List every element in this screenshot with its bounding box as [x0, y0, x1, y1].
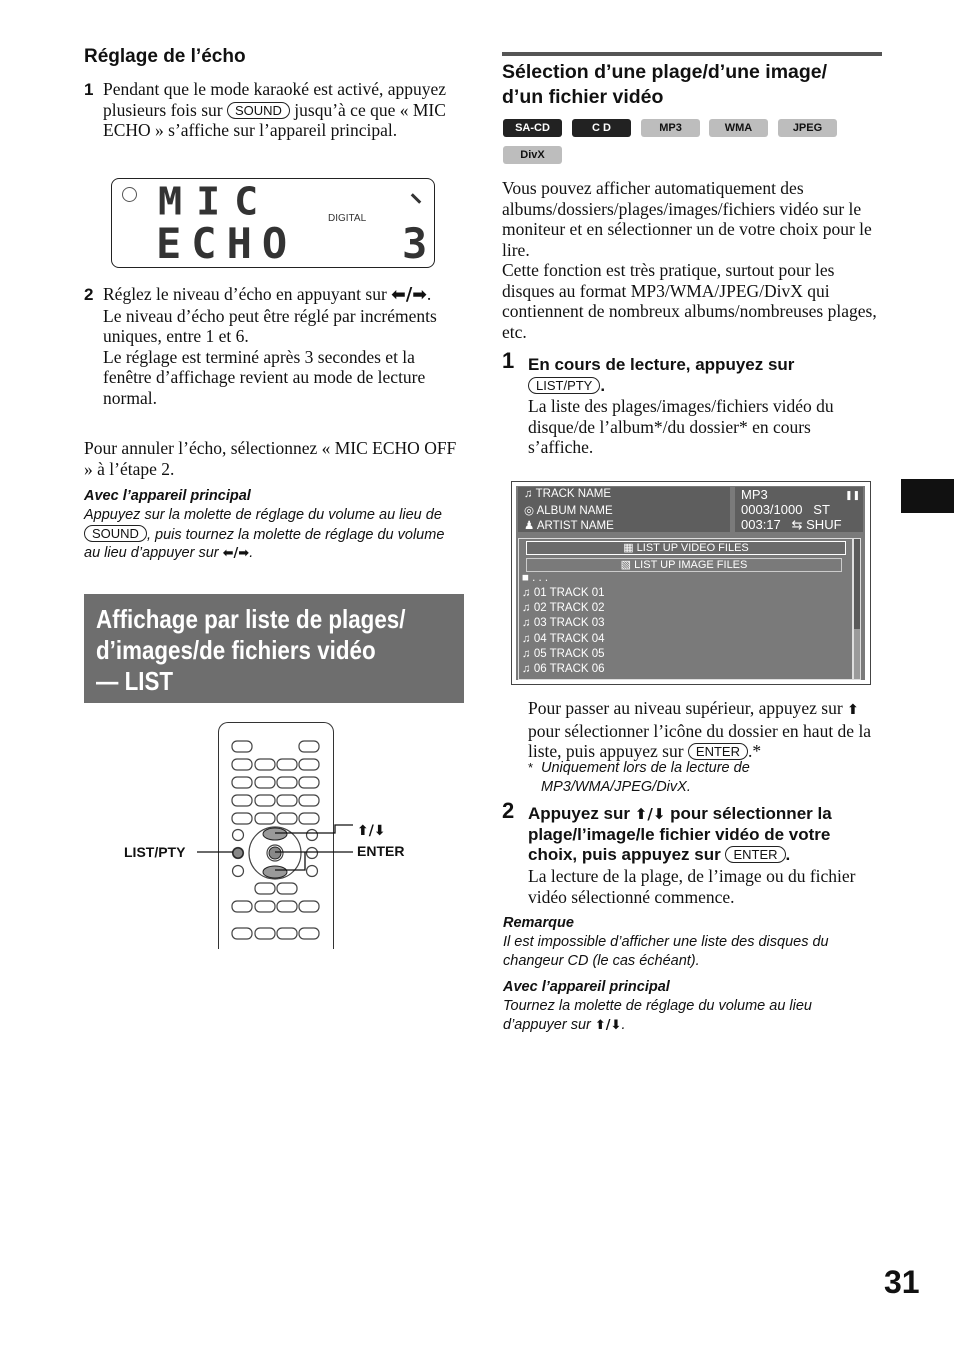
artist-icon: ♟ [524, 520, 537, 532]
list-step2-title: Appuyez sur ⬆/⬇ pour sélectionner la plage/l’image/le fichier vidéo de votre choix, puis appuyez sur ENTER . [528, 804, 832, 864]
step-number: 2 [502, 798, 515, 823]
play-time: 003:17 ⇆ SHUF [741, 517, 842, 532]
music-note-icon: ♫ [522, 633, 534, 645]
up-down-arrow-icon: ⬆/⬇ [634, 805, 666, 823]
format-badge-jpeg: JPEG [778, 119, 837, 137]
list-item[interactable]: ♫ 04 TRACK 04 [522, 633, 605, 645]
note-text: Appuyez sur la molette de réglage du volume au lieu de SOUND , puis tournez la molette de réglage du volume au lieu d’appuyer sur ⬅/➡. [84, 506, 464, 564]
lcd-value: 3 [402, 219, 428, 268]
digital-logo: DIGITAL [328, 213, 367, 224]
left-right-arrow-icon: ⬅/➡ [391, 285, 427, 305]
sound-button-label: SOUND [227, 102, 290, 119]
up-down-arrow-icon: ⬆/⬇ [357, 823, 386, 839]
enter-button-label: ENTER [725, 846, 785, 863]
remote-listpty-label: LIST/PTY [124, 844, 186, 860]
track-info-panel [518, 487, 730, 532]
pause-icon: ❚❚ [845, 491, 861, 501]
music-note-icon: ♫ [522, 617, 534, 629]
remote-enter-label: ENTER [357, 843, 405, 859]
list-item[interactable]: ♫ 02 TRACK 02 [522, 602, 605, 614]
remarque-title: Remarque [503, 915, 574, 931]
step-number: 1 [502, 348, 515, 373]
listpty-button-label: LIST/PTY [528, 377, 600, 394]
up-arrow-icon: ⬆ [847, 702, 859, 718]
music-note-icon: ♫ [522, 663, 534, 675]
folder-up-item[interactable]: ■ . . . [522, 572, 549, 584]
album-name: ◎ ALBUM NAME [524, 505, 613, 517]
step-number: 2 [84, 285, 94, 304]
footnote-text: Uniquement lors de la lecture de MP3/WMA/JPEG/DivX. [541, 760, 750, 795]
file-list [518, 538, 853, 680]
music-note-icon: ♫ [522, 602, 534, 614]
enter-button-label: ENTER [688, 743, 748, 760]
heading-rule [502, 52, 882, 56]
list-step2-body: La lecture de la plage, de l’image ou du fichier vidéo sélectionné commence. [528, 866, 856, 907]
note2-title: Avec l’appareil principal [503, 979, 670, 995]
list-item[interactable]: ♫ 06 TRACK 06 [522, 663, 605, 675]
echo-heading: Réglage de l’écho [84, 46, 246, 67]
folder-icon: ■ [522, 572, 533, 584]
format-badge-divx: DivX [503, 146, 562, 164]
album-icon: ◎ [524, 505, 537, 517]
note2-text: Tournez la molette de réglage du volume au lieu d’appuyer sur ⬆/⬇. [503, 997, 873, 1035]
echo-step2-text: Réglez le niveau d’écho en appuyant sur ⬅/➡. Le niveau d’écho peut être réglé par incréments uniques, entre 1 et 6. Le réglage est terminé après 3 secondes et la fenêtre d’affichage revient au mode de lecture normal. [103, 284, 437, 408]
list-image-files-button[interactable]: ▧ LIST UP IMAGE FILES [526, 558, 842, 572]
music-note-icon: ♫ [522, 648, 534, 660]
format-badge-sacd: SA-CD [503, 119, 562, 137]
disc-icon [122, 187, 137, 202]
list-scrollbar[interactable] [853, 538, 861, 680]
list-item[interactable]: ♫ 05 TRACK 05 [522, 648, 605, 660]
list-step1-body: La liste des plages/images/fichiers vidéo du disque/de l’album*/du dossier* en cours s’affiche. [528, 396, 834, 457]
sound-button-label: SOUND [84, 525, 147, 542]
list-item[interactable]: ♫ 01 TRACK 01 [522, 587, 605, 599]
selection-heading: Sélection d’une plage/d’une image/ d’un fichier vidéo [502, 61, 828, 108]
list-step1-title: En cours de lecture, appuyez sur LIST/PTY . [528, 355, 795, 395]
format-badge-mp3: MP3 [641, 119, 700, 137]
list-video-files-button[interactable]: ▦ LIST UP VIDEO FILES [526, 541, 846, 555]
format-label: MP3 [741, 487, 768, 502]
music-note-icon: ♫ [522, 587, 534, 599]
note-title: Avec l’appareil principal [84, 488, 251, 504]
left-right-arrow-icon: ⬅/➡ [222, 546, 250, 561]
up-down-arrow-icon: ⬆/⬇ [594, 1017, 622, 1033]
cancel-echo-text: Pour annuler l’écho, sélectionnez « MIC ECHO OFF » à l’étape 2. [84, 438, 457, 479]
image-icon: ▧ [620, 559, 635, 571]
film-icon: ▦ [623, 542, 637, 554]
footnote-mark: * [528, 760, 534, 775]
lcd-line-2: ECHO [156, 219, 298, 268]
artist-name: ♟ ARTIST NAME [524, 520, 614, 532]
step-number: 1 [84, 80, 94, 99]
shuffle-icon: ⇆ [791, 517, 803, 532]
echo-step1-text: Pendant que le mode karaoké est activé, appuyez plusieurs fois sur SOUND jusqu’à ce que « MIC ECHO » s’affiche sur l’appareil principal. [103, 79, 447, 140]
lcd-display [111, 178, 435, 268]
track-count: 0003/1000 ST [741, 502, 830, 517]
microphone-icon [411, 193, 422, 204]
format-badge-cd: C D [572, 119, 631, 137]
remarque-text: Il est impossible d’afficher une liste des disques du changeur CD (le cas échéant). [503, 934, 829, 969]
lcd-line-1: MIC [158, 180, 273, 224]
music-note-icon: ♫ [524, 488, 536, 500]
section-banner [84, 594, 464, 703]
intro-text: Vous pouvez afficher automatiquement des albums/dossiers/plages/images/fichiers vidéo sur le moniteur et en sélectionner un de votre choix pour le lire. Cette fonction est très pratique, surtout pour les disques au format MP3/WMA/JPEG/DivX qui contiennent de nombreux albums/nombreuses plages, etc. [502, 178, 877, 342]
chapter-tab [901, 479, 954, 513]
up-level-text: Pour passer au niveau supérieur, appuyez sur ⬆ pour sélectionner l’icône du dossier en haut de la liste, puis appuyez sur ENTER .* [528, 698, 872, 761]
playback-info-panel [735, 487, 863, 532]
format-badge-wma: WMA [709, 119, 768, 137]
section-title: Affichage par liste de plages/ d’images/de fichiers vidéo — LIST [96, 604, 406, 696]
track-name: ♫ TRACK NAME [524, 488, 612, 500]
page-number: 31 [884, 1264, 920, 1300]
list-item[interactable]: ♫ 03 TRACK 03 [522, 617, 605, 629]
list-screen [511, 481, 871, 685]
